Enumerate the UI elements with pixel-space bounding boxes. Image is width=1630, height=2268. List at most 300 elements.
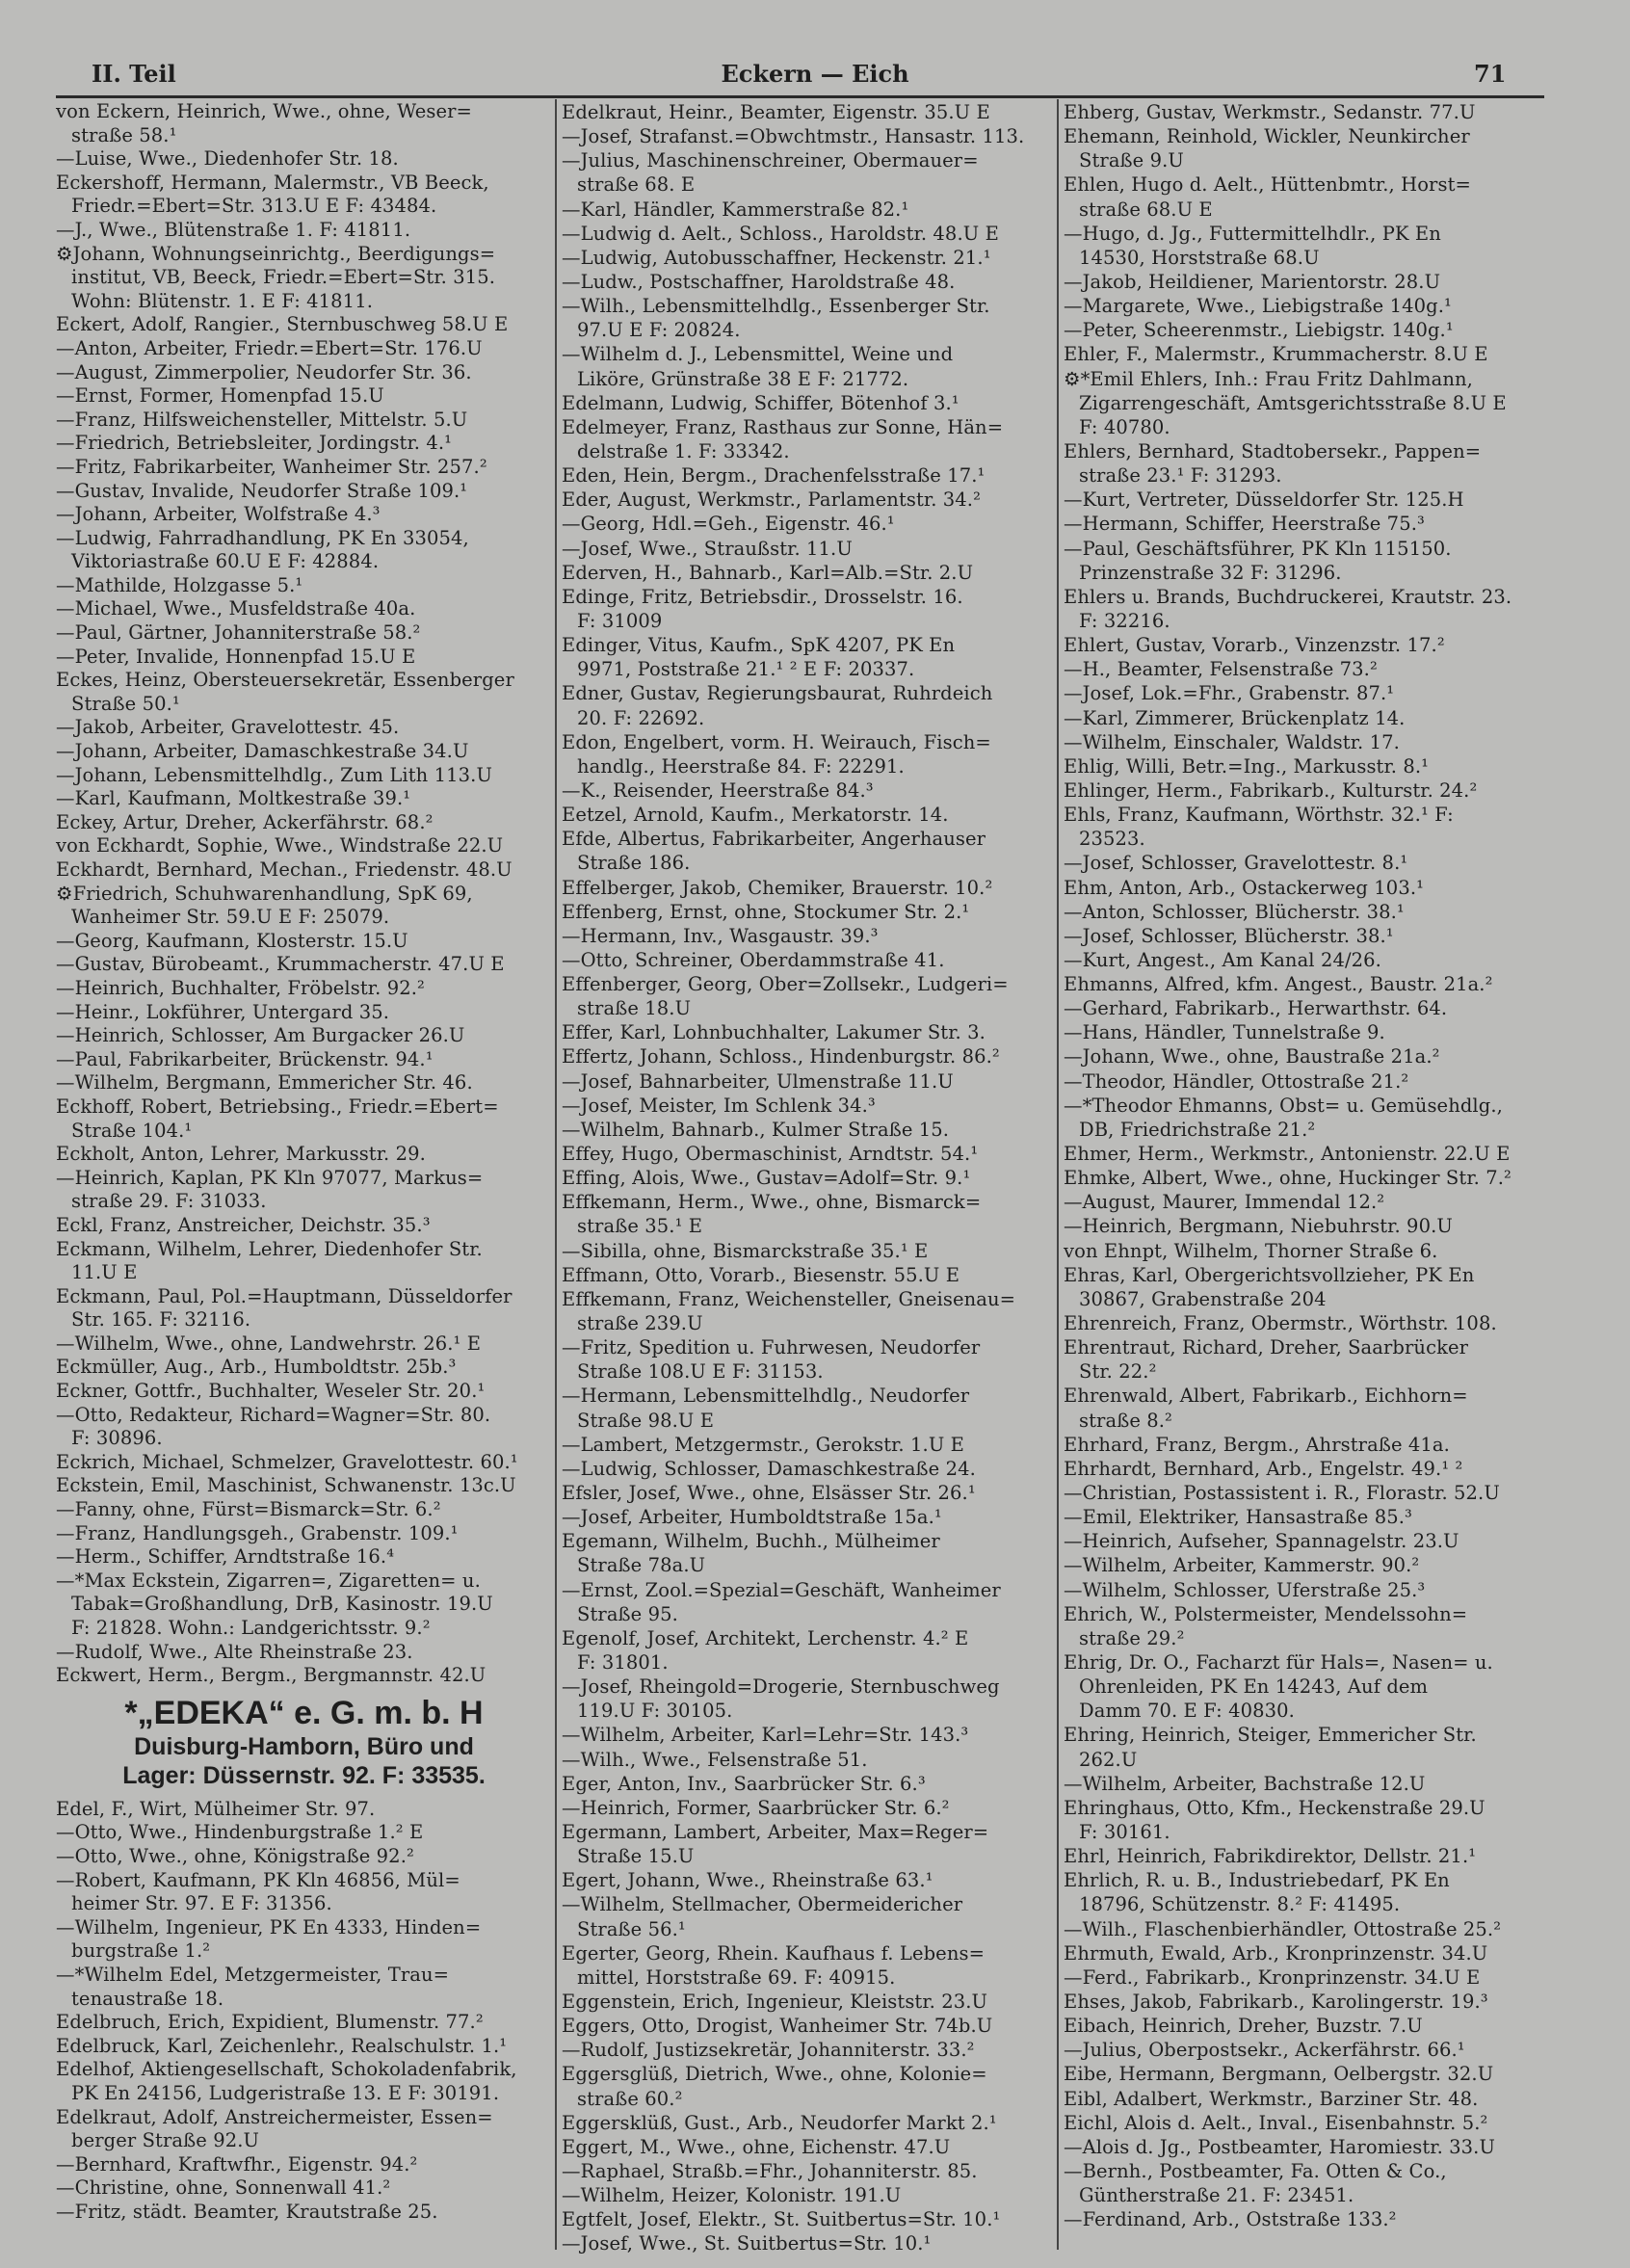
entry-line: Ehemann, Reinhold, Wickler, Neunkircher [1064,125,1470,148]
entry-line: ⚙Johann, Wohnungseinrichtg., Beerdigungs= [56,242,496,265]
entry-line: —Wilhelm, Einschaler, Waldstr. 17. [1064,730,1400,753]
entry-line: Ehses, Jakob, Fabrikarb., Karolingerstr. 19.³ [1064,1990,1488,2013]
entry-line: Ehrhard, Franz, Bergm., Ahrstraße 41a. [1064,1433,1450,1456]
directory-entry [56,574,552,598]
directory-entry [56,1167,552,1214]
directory-entry [1064,1481,1545,1505]
entry-line: Ehmke, Albert, Wwe., ohne, Huckinger Str. 7.² [1064,1167,1512,1190]
entry-line: Eckner, Gottfr., Buchhalter, Weseler Str. 20.¹ [56,1380,486,1403]
directory-entry [56,147,552,171]
entry-line: Ehrenwald, Albert, Fabrikarb., Eichhorn= [1064,1385,1468,1408]
entry-line: Egtfelt, Josef, Elektr., St. Suitbertus=Str. 10.¹ [562,2208,1001,2231]
directory-entry [56,858,552,883]
directory-entry [56,1071,552,1095]
entry-line: —Jakob, Arbeiter, Gravelottestr. 45. [56,716,400,739]
directory-entry [1064,1142,1545,1166]
entry-line: Edon, Engelbert, vorm. H. Weirauch, Fisch= [562,730,991,753]
directory-entry [562,1433,1053,1457]
directory-entry [56,219,552,243]
entry-line: Eckhardt, Bernhard, Mechan., Friedenstr. 48.U [56,858,513,881]
entry-line: —Paul, Fabrikarbeiter, Brückenstr. 94.¹ [56,1047,434,1070]
directory-entry [1064,367,1545,439]
entry-continuation-line: Friedr.=Ebert=Str. 313.U E F: 43484. [71,195,437,218]
directory-entry [562,415,1053,463]
entry-line: —Wilhelm, Arbeiter, Kammerstr. 90.² [1064,1554,1420,1577]
directory-entry [1064,172,1545,221]
entry-continuation-line: heimer Str. 97. E F: 31356. [71,1892,332,1915]
directory-entry [56,1845,552,1869]
entry-line: —Heinrich, Schlosser, Am Burgacker 26.U [56,1024,465,1047]
entry-line: Ehring, Heinrich, Steiger, Emmericher Str. [1064,1724,1477,1747]
directory-entry [1064,1723,1545,1771]
directory-column-2 [562,100,1053,2256]
directory-entry [562,342,1053,390]
entry-line: —*Theodor Ehmanns, Obst= u. Gemüsehdlg., [1064,1094,1503,1117]
entry-continuation-line: 23523. [1079,828,1145,851]
entry-continuation-line: berger Straße 92.U [71,2129,260,2152]
entry-line: —Ludw., Postschaffner, Haroldstraße 48. [562,270,956,293]
entry-line: —Wilhelm, Arbeiter, Karl=Lehr=Str. 143.³ [562,1724,969,1747]
entry-continuation-line: Straße 95. [577,1602,678,1625]
entry-line: Ehrlich, R. u. B., Industriebedarf, PK En [1064,1869,1450,1892]
directory-entry [1064,2087,1545,2111]
entry-line: Eibl, Adalbert, Werkmstr., Barziner Str. 48. [1064,2087,1479,2110]
directory-entry [1064,876,1545,900]
entry-line: —August, Maurer, Immendal 12.² [1064,1191,1385,1214]
directory-entry [562,222,1053,246]
entry-continuation-line: Straße 104.¹ [71,1119,193,1142]
directory-entry [562,561,1053,585]
directory-entry [562,681,1053,729]
entry-line: —Hans, Händler, Tunnelstraße 9. [1064,1021,1385,1044]
entry-line: —Kurt, Vertreter, Düsseldorfer Str. 125.H [1064,488,1464,512]
entry-line: —Otto, Redakteur, Richard=Wagner=Str. 80. [56,1403,491,1426]
directory-entry [562,900,1053,924]
directory-entry [1064,1311,1545,1335]
entry-continuation-line: Str. 22.² [1079,1360,1157,1384]
directory-entry [1064,100,1545,124]
directory-entry [562,1190,1053,1238]
entry-continuation-line: Wanheimer Str. 59.U E F: 25079. [71,906,390,929]
directory-entry [56,1964,552,2011]
directory-entry [1064,754,1545,778]
entry-line: —Ludwig, Autobusschaffner, Heckenstr. 21.¹ [562,246,991,269]
entry-continuation-line: straße 68.U E [1079,198,1213,221]
directory-entry [1064,1602,1545,1650]
entry-continuation-line: straße 60.² [577,2087,683,2110]
directory-entry [562,512,1053,536]
directory-entry [562,246,1053,270]
directory-entry [1064,1335,1545,1384]
entry-continuation-line: 11.U E [71,1261,138,1284]
entry-line: Effing, Alois, Wwe., Gustav=Adolf=Str. 9.¹ [562,1167,971,1190]
entry-line: Edelbruch, Erich, Expidient, Blumenstr. 77.² [56,2011,484,2034]
directory-entry [562,100,1053,124]
directory-entry [1064,1069,1545,1094]
entry-line: von Ehnpt, Wilhelm, Thorner Straße 6. [1064,1239,1438,1262]
directory-entry [562,148,1053,197]
directory-entry [56,527,552,574]
entry-line: Eggers, Otto, Drogist, Wanheimer Str. 74b.U [562,2015,993,2038]
entry-line: Eden, Hein, Bergm., Drachenfelsstraße 17.¹ [562,464,986,488]
entry-line: ⚙*Emil Ehlers, Inh.: Frau Fritz Dahlmann, [1064,367,1473,390]
entry-line: —Christine, ohne, Sonnenwall 41.² [56,2176,391,2200]
directory-entry [1064,1214,1545,1238]
advertisement-line: Lager: Düssernstr. 92. F: 33535. [122,1761,486,1789]
entry-line: —Christian, Postassistent i. R., Florastr. 52.U [1064,1482,1500,1505]
directory-entry [562,391,1053,415]
page-number: 71 [1474,60,1507,88]
entry-line: Eckert, Adolf, Rangier., Sternbuschweg 58.U E [56,313,509,336]
directory-entry [56,597,552,621]
directory-entry [562,1118,1053,1142]
directory-entry [1064,948,1545,972]
directory-entry [1064,996,1545,1020]
entry-line: Ehrmuth, Ewald, Arb., Kronprinzenstr. 34.U [1064,1941,1488,1965]
directory-entry [56,480,552,504]
entry-line: Effmann, Otto, Vorarb., Biesenstr. 55.U E [562,1263,960,1286]
entry-line: —Rudolf, Justizsekretär, Johanniterstr. 33.² [562,2039,975,2062]
entry-line: Eckholt, Anton, Lehrer, Markusstr. 29. [56,1143,426,1166]
entry-line: —Anton, Arbeiter, Friedr.=Ebert=Str. 176.U [56,336,483,359]
entry-continuation-line: Güntherstraße 21. F: 23451. [1079,2184,1354,2207]
entry-line: Ehlig, Willi, Betr.=Ing., Markusstr. 8.¹ [1064,754,1430,778]
directory-entry [562,948,1053,972]
directory-entry [1064,2014,1545,2038]
directory-entry [562,1505,1053,1529]
directory-entry [562,1796,1053,1820]
entry-continuation-line: 9971, Poststraße 21.¹ ² E F: 20337. [577,658,915,681]
directory-entry [562,1941,1053,1990]
directory-entry [562,633,1053,681]
entry-line: —Sibilla, ohne, Bismarckstraße 35.¹ E [562,1239,929,1262]
entry-continuation-line: tenaustraße 18. [71,1987,224,2010]
directory-entry [562,1094,1053,1118]
entry-line: Eibe, Hermann, Bergmann, Oelbergstr. 32.U [1064,2063,1494,2086]
entry-line: —Josef, Bahnarbeiter, Ulmenstraße 11.U [562,1069,954,1093]
entry-continuation-line: straße 23.¹ F: 31293. [1079,464,1282,488]
entry-continuation-line: straße 29.² [1079,1626,1185,1649]
entry-line: —Ludwig, Schlosser, Damaschkestraße 24. [562,1457,976,1480]
entry-line: —Raphael, Straßb.=Fhr., Johanniterstr. 85. [562,2159,978,2182]
directory-entry [562,2062,1053,2110]
entry-line: von Eckhardt, Sophie, Wwe., Windstraße 22.U [56,834,504,857]
entry-line: Eder, August, Werkmstr., Parlamentstr. 34.² [562,488,982,512]
directory-entry [1064,1384,1545,1432]
entry-line: —Julius, Maschinenschreiner, Obermauer= [562,149,979,172]
directory-entry [1064,342,1545,366]
directory-entry [56,787,552,811]
directory-entry [562,803,1053,827]
directory-entry [1064,537,1545,585]
entry-line: —Johann, Lebensmittelhdlg., Zum Lith 113.U [56,763,492,786]
directory-entry [562,1675,1053,1723]
entry-line: Effkemann, Franz, Weichensteller, Gneisenau= [562,1287,1016,1310]
entry-line: —Fritz, städt. Beamter, Krautstraße 25. [56,2200,438,2223]
directory-entry [562,1892,1053,1940]
entry-continuation-line: straße 239.U [577,1312,703,1335]
directory-entry [56,1332,552,1357]
directory-entry [1064,1917,1545,1941]
directory-entry [1064,730,1545,754]
entry-continuation-line: DB, Friedrichstraße 21.² [1079,1118,1316,1141]
entry-line: —Wilhelm, Bergmann, Emmericher Str. 46. [56,1071,473,1094]
directory-entry [1064,439,1545,488]
column-divider [555,99,557,2250]
directory-entry [56,2201,552,2225]
directory-entry [562,2207,1053,2231]
directory-entry [1064,681,1545,705]
directory-entry [1064,1965,1545,1990]
directory-entry [562,2183,1053,2207]
directory-entry [562,1335,1053,1384]
entry-continuation-line: straße 8.² [1079,1409,1172,1432]
entry-line: —Bernh., Postbeamter, Fa. Otten & Co., [1064,2159,1447,2182]
entry-continuation-line: straße 58.¹ [71,123,177,146]
entry-line: Ehringhaus, Otto, Kfm., Heckenstraße 29.U [1064,1796,1485,1819]
entry-line: Eetzel, Arnold, Kaufm., Merkatorstr. 14. [562,804,949,827]
entry-line: —Wilhelm, Schlosser, Uferstraße 25.³ [1064,1578,1426,1601]
entry-line: Edner, Gustav, Regierungsbaurat, Ruhrdeich [562,682,993,705]
entry-continuation-line: Viktoriastraße 60.U E F: 42884. [71,550,380,573]
directory-entry [1064,1941,1545,1965]
entry-line: Ehberg, Gustav, Werkmstr., Sedanstr. 77.U [1064,101,1476,123]
directory-entry [56,1238,552,1285]
entry-continuation-line: Tabak=Großhandlung, DrB, Kasinostr. 19.U [71,1593,493,1616]
entry-line: —*Max Eckstein, Zigarren=, Zigaretten= u. [56,1569,481,1592]
entry-continuation-line: 14530, Horststraße 68.U [1079,246,1320,269]
entry-continuation-line: Prinzenstraße 32 F: 31296. [1079,561,1342,584]
entry-line: Eckrich, Michael, Schmelzer, Gravelottestr. 60.¹ [56,1450,518,1473]
directory-entry [1064,778,1545,803]
directory-entry [56,503,552,527]
entry-continuation-line: Straße 15.U [577,1845,695,1868]
entry-line: —August, Zimmerpolier, Neudorfer Str. 36. [56,360,472,383]
entry-line: —Ludwig d. Aelt., Schloss., Haroldstr. 48.U E [562,222,999,245]
entry-line: Effertz, Johann, Schloss., Hindenburgstr. 86.² [562,1045,1000,1068]
directory-entry [562,778,1053,803]
entry-line: Eggert, M., Wwe., ohne, Eichenstr. 47.U [562,2135,951,2158]
directory-entry [562,2111,1053,2135]
entry-line: Ehlers, Bernhard, Stadtobersekr., Pappen= [1064,439,1482,462]
directory-entry [562,827,1053,875]
entry-line: Edelkraut, Adolf, Anstreichermeister, Essen= [56,2105,493,2128]
entry-line: —Robert, Kaufmann, PK Kln 46856, Mül= [56,1868,460,1891]
directory-entry [1064,1263,1545,1311]
directory-entry [56,432,552,456]
entry-line: —Karl, Händler, Kammerstraße 82.¹ [562,198,909,221]
entry-continuation-line: institut, VB, Beeck, Friedr.=Ebert=Str. 315. [71,266,496,289]
directory-entry [56,1404,552,1451]
directory-entry [56,1569,552,1641]
directory-entry [56,953,552,977]
directory-entry [1064,633,1545,657]
entry-line: —Otto, Wwe., ohne, Königstraße 92.² [56,1844,414,1867]
entry-line: Egert, Johann, Wwe., Rheinstraße 63.¹ [562,1869,933,1892]
entry-line: —J., Wwe., Blütenstraße 1. F: 41811. [56,218,411,241]
directory-entry [562,463,1053,488]
directory-entry [562,2014,1053,2038]
entry-line: —Wilhelm, Arbeiter, Bachstraße 12.U [1064,1772,1426,1795]
entry-continuation-line: 262.U [1079,1748,1138,1771]
entry-line: —*Wilhelm Edel, Metzgermeister, Trau= [56,1963,450,1986]
directory-entry [56,1095,552,1143]
directory-entry [1064,1190,1545,1214]
entry-line: —Julius, Oberpostsekr., Ackerfährstr. 66.¹ [1064,2039,1465,2062]
directory-entry [56,883,552,930]
entry-line: Eckhoff, Robert, Betriebsing., Friedr.=Ebert= [56,1094,499,1118]
entry-line: Eckmüller, Aug., Arb., Humboldtstr. 25b.³ [56,1356,457,1379]
entry-continuation-line: delstraße 1. F: 33342. [577,439,790,462]
column-divider [1057,99,1059,2250]
entry-continuation-line: Str. 165. F: 32116. [71,1308,251,1332]
entry-line: Eckmann, Paul, Pol.=Hauptmann, Düsseldorfer [56,1284,513,1307]
directory-entry [56,243,552,314]
directory-entry [56,764,552,788]
entry-line: Edelbruck, Karl, Zeichenlehr., Realschulstr. 1.¹ [56,2034,508,2057]
directory-entry [56,740,552,764]
entry-line: —Gerhard, Fabrikarb., Herwarthstr. 64. [1064,997,1448,1020]
entry-line: —Bernhard, Kraftwfhr., Eigenstr. 94.² [56,2152,418,2176]
directory-entry [562,1239,1053,1263]
advertisement-line: Duisburg-Hamborn, Büro und [134,1732,474,1760]
directory-entry [56,1048,552,1072]
directory-entry [562,730,1053,778]
directory-entry [562,1868,1053,1892]
entry-line: Eggenstein, Erich, Ingenieur, Kleiststr. 23.U [562,1990,988,2013]
entry-line: —Heinr., Lokführer, Untergard 35. [56,1000,390,1023]
entry-line: Effenberg, Ernst, ohne, Stockumer Str. 2.¹ [562,900,970,923]
entry-line: —Josef, Rheingold=Drogerie, Sternbuschweg [562,1675,1000,1699]
directory-entry [56,171,552,219]
entry-line: —Hermann, Lebensmittelhdlg., Neudorfer [562,1385,970,1408]
directory-entry [56,409,552,433]
entry-continuation-line: F: 31009 [577,609,663,632]
directory-entry [56,1664,552,1688]
directory-entry [56,1356,552,1380]
directory-entry [56,1916,552,1964]
directory-entry [562,294,1053,342]
directory-entry [562,1287,1053,1335]
entry-line: —Hugo, d. Jg., Futtermittelhdlr., PK En [1064,222,1441,245]
directory-entry [1064,2207,1545,2231]
entry-line: —Josef, Meister, Im Schlenk 34.³ [562,1094,876,1117]
directory-entry [1064,1044,1545,1068]
directory-entry [56,2058,552,2105]
advertisement-line: *„EDEKA“ e. G. m. b. H [124,1694,484,1731]
directory-entry [56,456,552,480]
entry-line: —Jakob, Heildiener, Marientorstr. 28.U [1064,270,1441,293]
entry-line: —Emil, Elektriker, Hansastraße 85.³ [1064,1506,1412,1529]
entry-line: Effkemann, Herm., Wwe., ohne, Bismarck= [562,1191,982,1214]
directory-entry [56,716,552,740]
entry-line: —Rudolf, Wwe., Alte Rheinstraße 23. [56,1640,413,1663]
directory-entry [56,1214,552,1238]
directory-entry [1064,1844,1545,1868]
directory-entry [562,270,1053,294]
directory-entry [1064,706,1545,730]
directory-entry [56,1380,552,1404]
entry-line: Eggersklüß, Gust., Arb., Neudorfer Markt 2.¹ [562,2111,997,2134]
directory-entry [56,2011,552,2035]
directory-entry [56,930,552,954]
directory-entry [1064,1529,1545,1553]
entry-line: —Wilh., Lebensmittelhdlg., Essenberger Str. [562,295,990,318]
directory-entry [56,1285,552,1332]
entry-continuation-line: 18796, Schützenstr. 8.² F: 41495. [1079,1893,1401,1916]
directory-entry [562,1748,1053,1772]
entry-line: Eckey, Artur, Dreher, Ackerfährstr. 68.² [56,810,434,833]
directory-entry [56,2176,552,2201]
entry-line: —Franz, Handlungsgeh., Grabenstr. 109.¹ [56,1521,459,1544]
directory-entry [562,1772,1053,1796]
directory-entry [56,1474,552,1498]
entry-line: Ehrig, Dr. O., Facharzt für Hals=, Nasen= u. [1064,1651,1493,1674]
entry-line: —Wilhelm, Bahnarb., Kulmer Straße 15. [562,1118,950,1141]
header-rule [56,95,1544,98]
entry-line: —Wilh., Wwe., Felsenstraße 51. [562,1748,868,1771]
entry-line: Ehm, Anton, Arb., Ostackerweg 103.¹ [1064,876,1425,899]
directory-entry [562,2038,1053,2062]
entry-line: —Johann, Wwe., ohne, Baustraße 21a.² [1064,1045,1440,1068]
directory-entry [56,621,552,646]
directory-entry [1064,2135,1545,2159]
entry-line: Ehrenreich, Franz, Obermstr., Wörthstr. 108. [1064,1312,1497,1335]
directory-entry [56,100,552,147]
entry-line: —Paul, Gärtner, Johanniterstraße 58.² [56,621,421,645]
entry-line: —Fanny, ohne, Fürst=Bismarck=Str. 6.² [56,1498,441,1521]
entry-line: Eibach, Heinrich, Dreher, Buzstr. 7.U [1064,2015,1423,2038]
entry-line: Effelberger, Jakob, Chemiker, Brauerstr. 10.² [562,876,993,899]
entry-continuation-line: Straße 50.¹ [71,692,180,715]
directory-entry [1064,1650,1545,1723]
entry-line: Eckl, Franz, Anstreicher, Deichstr. 35.³ [56,1213,431,1236]
entry-line: Ehlen, Hugo d. Aelt., Hüttenbmtr., Horst= [1064,173,1471,197]
entry-line: Edel, F., Wirt, Mülheimer Str. 97. [56,1797,376,1820]
entry-line: Ehrentraut, Richard, Dreher, Saarbrücker [1064,1336,1469,1359]
directory-entry [1064,1578,1545,1602]
directory-entry [562,2159,1053,2183]
entry-line: —Heinrich, Aufseher, Spannagelstr. 23.U [1064,1530,1459,1553]
directory-entry [56,2035,552,2059]
directory-entry [1064,2062,1545,2086]
entry-line: —Wilhelm, Ingenieur, PK En 4333, Hinden= [56,1915,482,1938]
directory-entry [562,1020,1053,1044]
entry-continuation-line: 30867, Grabenstraße 204 [1079,1287,1327,1310]
entry-line: Efde, Albertus, Fabrikarbeiter, Angerhauser [562,828,986,851]
entry-continuation-line: 97.U E F: 20824. [577,319,741,342]
entry-line: Ehrhardt, Bernhard, Arb., Engelstr. 49.¹ ² [1064,1457,1463,1480]
entry-line: Eckershoff, Hermann, Malermstr., VB Beeck, [56,171,489,194]
entry-line: Edinger, Vitus, Kaufm., SpK 4207, PK En [562,634,956,657]
entry-continuation-line: Zigarrengeschäft, Amtsgerichtsstraße 8.U E [1079,391,1507,414]
entry-line: —Paul, Geschäftsführer, PK Kln 115150. [1064,537,1452,560]
entry-continuation-line: Ohrenleiden, PK En 14243, Auf dem [1079,1675,1429,1699]
directory-entry [56,1821,552,1845]
entry-line: Eckes, Heinz, Obersteuersekretär, Essenberger [56,669,514,692]
entry-continuation-line: F: 21828. Wohn.: Landgerichtsstr. 9.² [71,1617,431,1639]
directory-entry [1064,318,1545,342]
entry-line: Effer, Karl, Lohnbuchhalter, Lakumer Str. 3. [562,1021,986,1044]
directory-entry [56,646,552,670]
entry-line: —Johann, Arbeiter, Wolfstraße 4.³ [56,503,381,526]
directory-entry [562,972,1053,1020]
entry-line: —Josef, Wwe., Straußstr. 11.U [562,537,853,560]
directory-entry [1064,222,1545,270]
entry-line: Egerter, Georg, Rhein. Kaufhaus f. Lebens= [562,1941,986,1965]
directory-entry [56,1001,552,1025]
entry-line: —Gustav, Invalide, Neudorfer Straße 109.¹ [56,479,468,502]
